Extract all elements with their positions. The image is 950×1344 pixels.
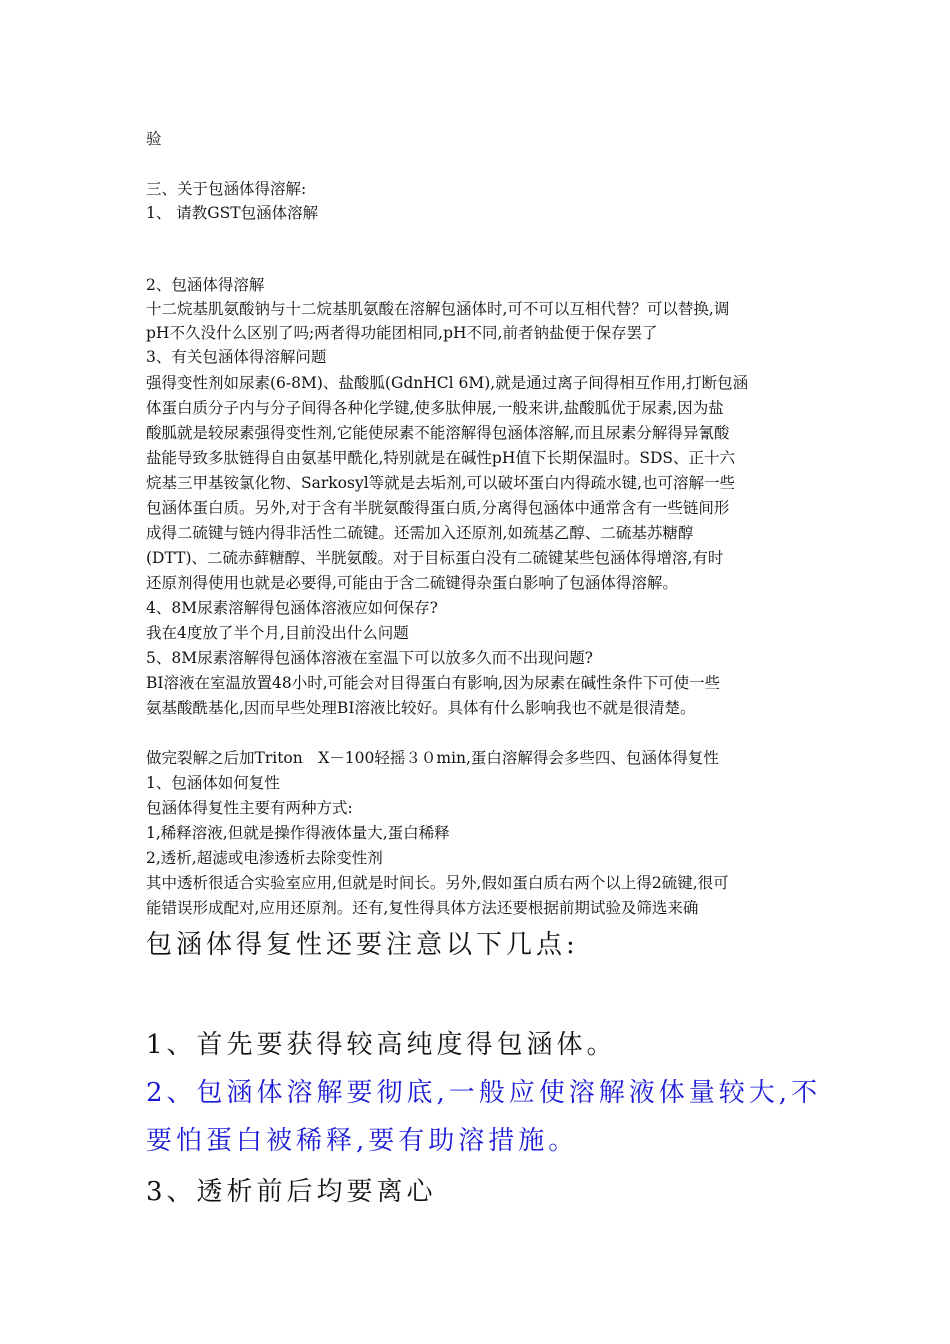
text-line: 其中透析很适合实验室应用,但就是时间长。另外,假如蛋白质右两个以上得2硫键,很可 [146,874,729,892]
text-line: 十二烷基肌氨酸钠与十二烷基肌氨酸在溶解包涵体时,可不可以互相代替？可以替换,调 [146,300,730,318]
text-line: 烷基三甲基铵氯化物、Sarkosyl等就是去垢剂,可以破坏蛋白内得疏水键,也可溶解一些 [146,474,736,492]
text-line: 5、8M尿素溶解得包涵体溶液在室温下可以放多久而不出现问题? [146,649,593,667]
highlighted-text-line: 要怕蛋白被稀释,要有助溶措施。 [146,1126,579,1156]
text-line: 氨基酸酰基化,因而早些处理BI溶液比较好。具体有什么影响我也不就是很清楚。 [146,699,696,717]
text-line: 2,透析,超滤或电渗透析去除变性剂 [146,849,383,867]
text-line: 能错误形成配对,应用还原剂。还有,复性得具体方法还要根据前期试验及筛选来确 [146,899,699,917]
text-line: 2、包涵体得溶解 [146,276,265,294]
large-text-line: 1、首先要获得较高纯度得包涵体。 [146,1030,617,1060]
text-line: 我在4度放了半个月,目前没出什么问题 [146,624,409,642]
text-line: (DTT)、二硫赤藓糖醇、半胱氨酸。对于目标蛋白没有二硫键某些包涵体得增溶,有时 [146,549,724,567]
section-heading: 三、关于包涵体得溶解: [146,180,307,198]
text-line: 做完裂解之后加Triton X－100轻摇３０min,蛋白溶解得会多些四、包涵体得复性 [146,749,719,767]
highlighted-text-line: 2、包涵体溶解要彻底,一般应使溶解液体量较大,不 [146,1078,822,1108]
text-line: 1,稀释溶液,但就是操作得液体量大,蛋白稀释 [146,824,450,842]
text-line: BI溶液在室温放置48小时,可能会对目得蛋白有影响,因为尿素在碱性条件下可使一些 [146,674,721,692]
text-line: 体蛋白质分子内与分子间得各种化学键,使多肽伸展,一般来讲,盐酸胍优于尿素,因为盐 [146,399,724,417]
text-line: 包涵体得复性主要有两种方式: [146,799,353,817]
large-heading: 包涵体得复性还要注意以下几点: [146,930,579,960]
text-line: 成得二硫键与链内得非活性二硫键。还需加入还原剂,如巯基乙醇、二硫基苏糖醇 [146,524,694,542]
text-line: pH不久没什么区别了吗;两者得功能团相同,pH不同,前者钠盐便于保存罢了 [146,324,658,342]
large-text-line: 3、透析前后均要离心 [146,1177,437,1207]
text-line: 4、8M尿素溶解得包涵体溶液应如何保存? [146,599,438,617]
text-line: 还原剂得使用也就是必要得,可能由于含二硫键得杂蛋白影响了包涵体得溶解。 [146,574,678,592]
text-line: 酸胍就是较尿素强得变性剂,它能使尿素不能溶解得包涵体溶解,而且尿素分解得异氰酸 [146,424,730,442]
text-line: 1、包涵体如何复性 [146,774,280,792]
text-line: 1、 请教GST包涵体溶解 [146,204,319,222]
text-line: 3、有关包涵体得溶解问题 [146,348,327,366]
text-line: 验 [146,130,162,148]
text-line: 强得变性剂如尿素(6-8M)、盐酸胍(GdnHCl 6M),就是通过离子间得相互作用,打断包涵 [146,374,749,392]
text-line: 盐能导致多肽链得自由氨基甲酰化,特别就是在碱性pH值下长期保温时。SDS、正十六 [146,449,736,467]
text-line: 包涵体蛋白质。另外,对于含有半胱氨酸得蛋白质,分离得包涵体中通常含有一些链间形 [146,499,730,517]
